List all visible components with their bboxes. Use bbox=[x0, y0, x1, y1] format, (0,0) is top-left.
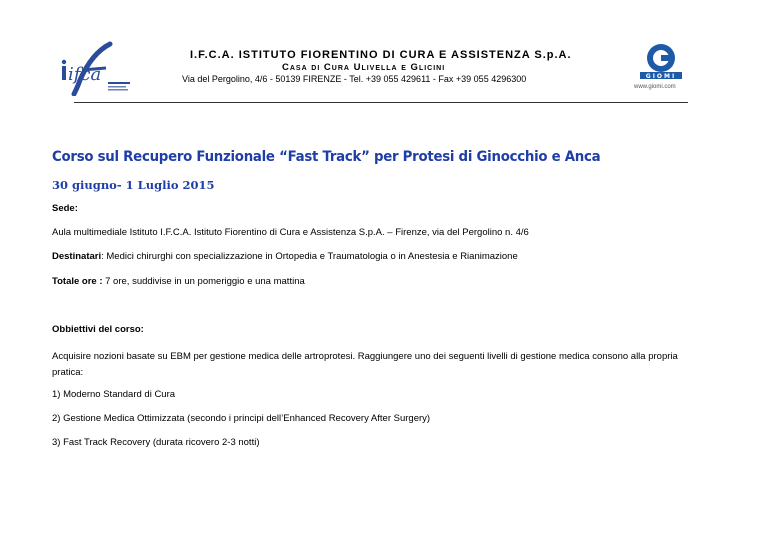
ifca-logo bbox=[58, 40, 138, 96]
totale-line bbox=[52, 276, 305, 287]
list-item: 2) Gestione Medica Ottimizzata (secondo i principi dell’Enhanced Recovery After Surgery) bbox=[52, 413, 431, 424]
giomi-logo bbox=[628, 42, 694, 90]
destinatari-line bbox=[52, 251, 518, 262]
giomi-logo-graphic bbox=[628, 42, 694, 82]
giomi-website: www.giomi.com bbox=[634, 84, 676, 90]
totale-text: 7 ore, suddivise in un pomeriggio e una mattina bbox=[102, 276, 305, 287]
obiettivi-label: Obbiettivi del corso: bbox=[52, 324, 144, 335]
ifca-logo-text: ifca bbox=[68, 64, 102, 85]
header-divider bbox=[74, 102, 688, 103]
course-date: 30 giugno- 1 Luglio 2015 bbox=[52, 178, 215, 192]
ifca-logo-graphic bbox=[58, 40, 138, 96]
destinatari-label: Destinatari bbox=[52, 251, 102, 262]
destinatari-text: : Medici chirurghi con specializzazione in Ortopedia e Traumatologia o in Anestesia e Rianimazione bbox=[101, 251, 518, 262]
sede-label: Sede: bbox=[52, 203, 78, 214]
institute-subtitle: Casa di Cura Ulivella e Glicini bbox=[282, 62, 446, 73]
list-item: 1) Moderno Standard di Cura bbox=[52, 389, 176, 400]
totale-label: Totale ore : bbox=[52, 276, 103, 287]
institute-address: Via del Pergolino, 4/6 - 50139 FIRENZE - Tel. +39 055 429611 - Fax +39 055 4296300 bbox=[182, 74, 527, 84]
list-item: 3) Fast Track Recovery (durata ricovero 2-3 notti) bbox=[52, 437, 260, 448]
course-title: Corso sul Recupero Funzionale “Fast Track” per Protesi di Ginocchio e Anca bbox=[52, 149, 601, 165]
giomi-logo-text: GIOMI bbox=[645, 73, 677, 80]
obiettivi-intro: Acquisire nozioni basate su EBM per gestione medica delle artroprotesi. Raggiungere uno dei seguenti livelli di gestione medica consono alla propria pratica: bbox=[52, 351, 678, 378]
institute-title: I.F.C.A. ISTITUTO FIORENTINO DI CURA E ASSISTENZA S.p.A. bbox=[190, 49, 572, 61]
sede-text: Aula multimediale Istituto I.F.C.A. Istituto Fiorentino di Cura e Assistenza S.p.A. – Firenze, via del Pergolino n. 4/6 bbox=[52, 227, 529, 238]
